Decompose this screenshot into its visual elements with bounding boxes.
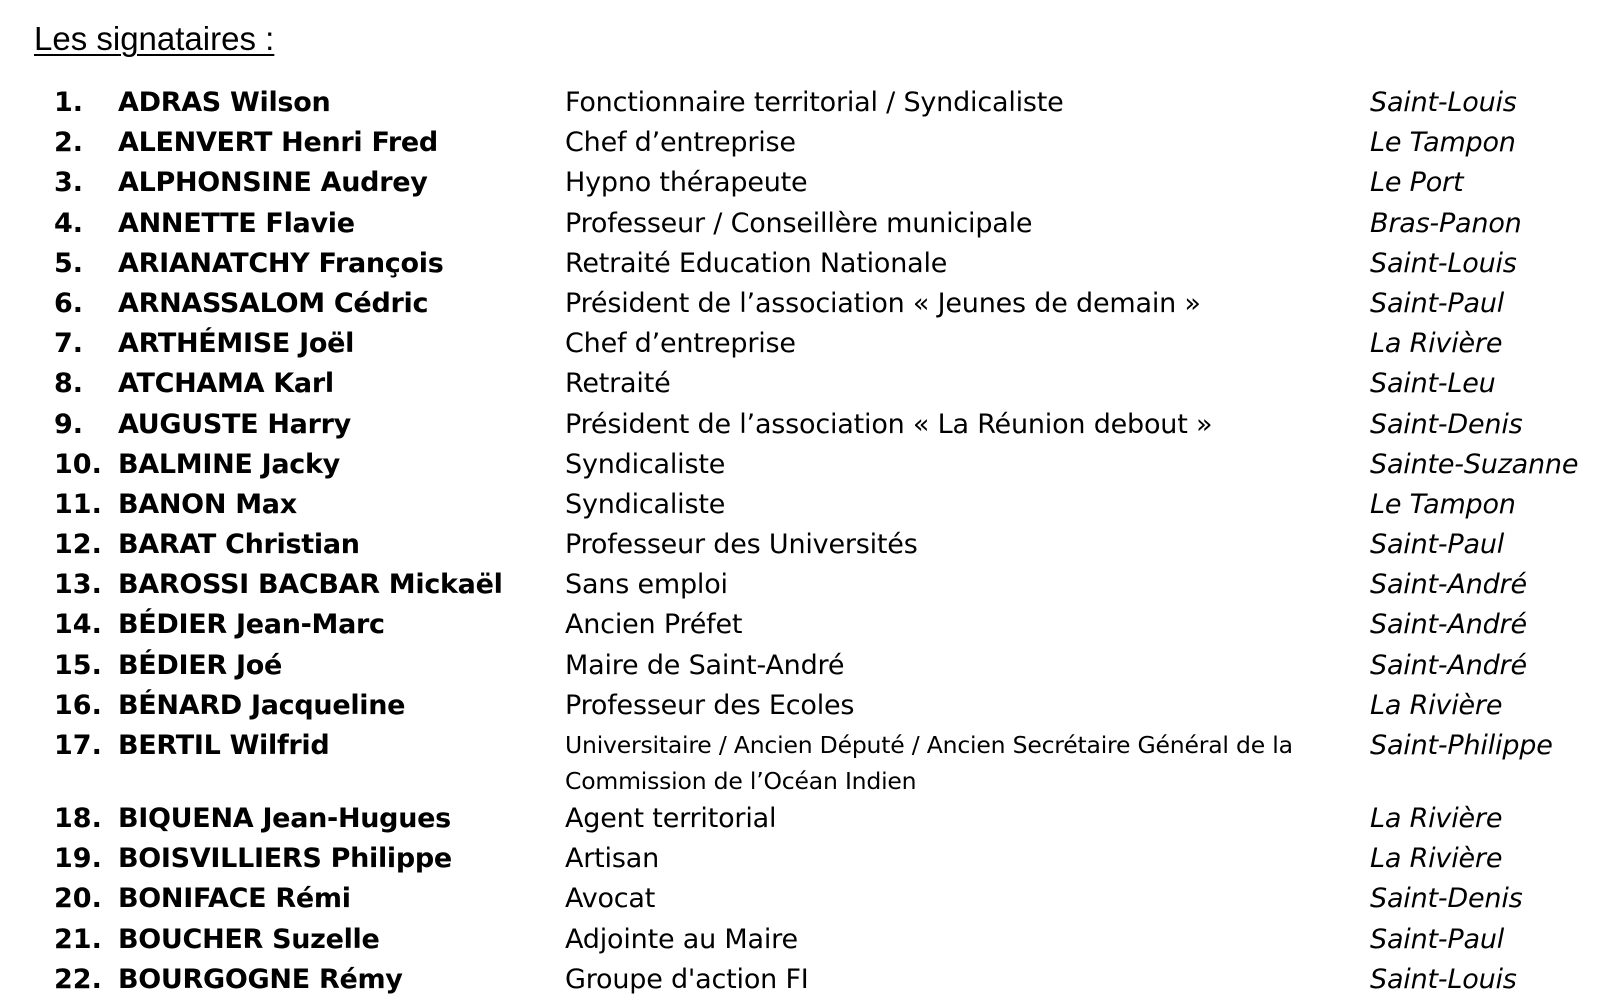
item-number: 12. — [54, 529, 102, 561]
signatory-city: Saint-Denis — [1370, 408, 1523, 440]
item-number: 16. — [54, 689, 102, 721]
signatory-name: ADRAS Wilson — [118, 87, 331, 118]
signatory-role: Maire de Saint-André — [565, 649, 845, 681]
list-item — [0, 327, 1600, 367]
signatory-role: Président de l’association « Jeunes de demain » — [565, 287, 1201, 319]
signatory-role: Syndicaliste — [565, 488, 726, 520]
signatory-city: Saint-Louis — [1370, 963, 1517, 995]
signatory-city: Saint-André — [1370, 609, 1527, 641]
signatory-role: Retraité — [565, 368, 671, 400]
signatory-city: Saint-Louis — [1370, 87, 1517, 118]
signatory-city: La Rivière — [1370, 843, 1503, 875]
signatory-name: BÉNARD Jacqueline — [118, 689, 406, 721]
item-number: 1. — [54, 87, 84, 118]
signatory-city: La Rivière — [1370, 689, 1503, 721]
signatory-name: BALMINE Jacky — [118, 448, 340, 480]
signatory-name: ARNASSALOM Cédric — [118, 287, 429, 319]
signatory-name: BARAT Christian — [118, 529, 360, 561]
item-number: 18. — [54, 803, 102, 834]
signatory-role: Professeur des Universités — [565, 529, 918, 561]
item-number: 22. — [54, 963, 102, 995]
list-item — [0, 689, 1600, 729]
item-number: 9. — [54, 408, 84, 440]
list-item — [0, 963, 1600, 1003]
signatory-role: Groupe d'action FI — [565, 963, 809, 995]
list-item — [0, 729, 1600, 802]
signatory-name: ARIANATCHY François — [118, 247, 444, 279]
signatory-city: Saint-Denis — [1370, 883, 1523, 915]
item-number: 15. — [54, 649, 102, 681]
signatory-role: Professeur des Ecoles — [565, 689, 855, 721]
list-item — [0, 448, 1600, 488]
item-number: 10. — [54, 448, 102, 480]
signatory-city: Saint-André — [1370, 649, 1527, 681]
page-title: Les signataires : — [34, 20, 275, 57]
list-item — [0, 528, 1600, 568]
item-number: 19. — [54, 843, 102, 875]
item-number: 20. — [54, 883, 102, 915]
signatory-city: Saint-Leu — [1370, 368, 1496, 400]
item-number: 2. — [54, 127, 84, 159]
list-item — [0, 367, 1600, 407]
item-number: 8. — [54, 368, 84, 400]
signatory-role: Avocat — [565, 883, 656, 915]
signatory-city: Saint-Louis — [1370, 247, 1517, 279]
signatory-name: BOUCHER Suzelle — [118, 923, 380, 955]
signatories-list — [0, 86, 1600, 1003]
signatory-role: Retraité Education Nationale — [565, 247, 948, 279]
signatory-city: Le Tampon — [1370, 488, 1516, 520]
signatory-role: Chef d’entreprise — [565, 127, 796, 159]
list-item — [0, 247, 1600, 287]
signatory-city: La Rivière — [1370, 328, 1503, 360]
list-item — [0, 568, 1600, 608]
signatory-role: Professeur / Conseillère municipale — [565, 207, 1033, 239]
signatory-role: Artisan — [565, 843, 659, 875]
signatory-city: La Rivière — [1370, 803, 1503, 834]
item-number: 4. — [54, 207, 84, 239]
signatory-city: Bras-Panon — [1370, 207, 1522, 239]
signatory-city: Le Port — [1370, 167, 1464, 199]
signatory-role: Ancien Préfet — [565, 609, 743, 641]
signatory-name: BÉDIER Jean-Marc — [118, 609, 385, 641]
signatory-role: Fonctionnaire territorial / Syndicaliste — [565, 87, 1064, 118]
signatory-role: Universitaire / Ancien Député / Ancien Secrétaire Général de la Commission de l’Océan Indien — [565, 731, 1293, 795]
list-item — [0, 842, 1600, 882]
signatory-city: Saint-André — [1370, 569, 1527, 601]
signatory-name: BERTIL Wilfrid — [118, 730, 330, 761]
item-number: 5. — [54, 247, 84, 279]
signatory-role: Adjointe au Maire — [565, 923, 798, 955]
signatory-role: Hypno thérapeute — [565, 167, 808, 199]
list-item — [0, 207, 1600, 247]
signatory-name: BÉDIER Joé — [118, 649, 283, 681]
signatory-role: Président de l’association « La Réunion debout » — [565, 408, 1213, 440]
item-number: 7. — [54, 328, 84, 360]
signatory-city: Le Tampon — [1370, 127, 1516, 159]
signatory-city: Saint-Philippe — [1370, 730, 1553, 761]
item-number: 21. — [54, 923, 102, 955]
signatory-name: ALENVERT Henri Fred — [118, 127, 438, 159]
signatory-city: Saint-Paul — [1370, 923, 1505, 955]
signatory-name: ANNETTE Flavie — [118, 207, 355, 239]
item-number: 17. — [54, 730, 102, 761]
signatory-name: BIQUENA Jean-Hugues — [118, 803, 451, 834]
list-item — [0, 802, 1600, 842]
item-number: 11. — [54, 488, 102, 520]
signatory-role: Agent territorial — [565, 803, 777, 834]
item-number: 3. — [54, 167, 84, 199]
signatory-city: Saint-Paul — [1370, 287, 1505, 319]
signatory-name: ALPHONSINE Audrey — [118, 167, 428, 199]
signatory-role: Syndicaliste — [565, 448, 726, 480]
list-item — [0, 166, 1600, 206]
signatory-role: Chef d’entreprise — [565, 328, 796, 360]
signatory-name: BONIFACE Rémi — [118, 883, 351, 915]
item-number: 14. — [54, 609, 102, 641]
signatory-name: BAROSSI BACBAR Mickaël — [118, 569, 503, 601]
signatory-city: Sainte-Suzanne — [1370, 448, 1579, 480]
list-item — [0, 488, 1600, 528]
list-item — [0, 649, 1600, 689]
signatory-name: ARTHÉMISE Joël — [118, 328, 355, 360]
item-number: 13. — [54, 569, 102, 601]
signatory-name: AUGUSTE Harry — [118, 408, 351, 440]
signatory-name: BANON Max — [118, 488, 297, 520]
signatory-name: BOISVILLIERS Philippe — [118, 843, 452, 875]
signatory-city: Saint-Paul — [1370, 529, 1505, 561]
signatory-role: Sans emploi — [565, 569, 728, 601]
list-item — [0, 408, 1600, 448]
list-item — [0, 882, 1600, 922]
list-item — [0, 86, 1600, 126]
signatory-name: ATCHAMA Karl — [118, 368, 334, 400]
signatory-name: BOURGOGNE Rémy — [118, 963, 403, 995]
item-number: 6. — [54, 287, 84, 319]
list-item — [0, 923, 1600, 963]
list-item — [0, 126, 1600, 166]
list-item — [0, 287, 1600, 327]
list-item — [0, 608, 1600, 648]
